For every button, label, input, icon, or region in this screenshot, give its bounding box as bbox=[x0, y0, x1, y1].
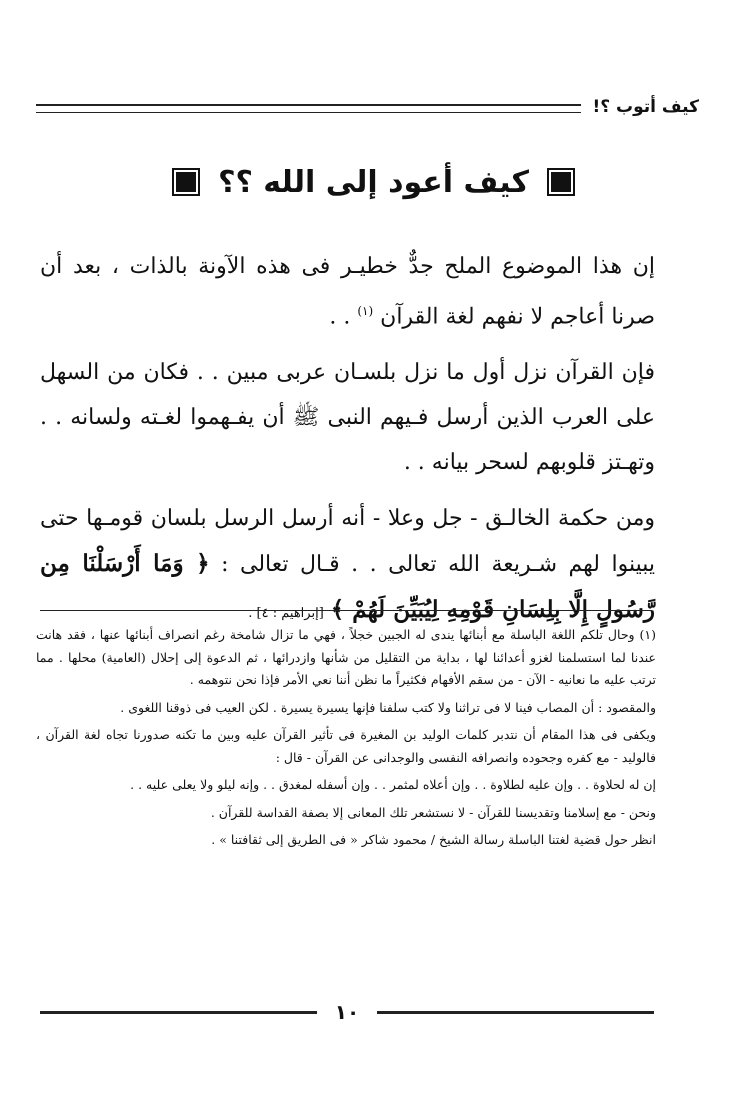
footnote-separator bbox=[40, 610, 652, 611]
running-title: كيف أتوب ؟! bbox=[592, 97, 699, 117]
footnote-2: والمقصود : أن المصاب فينا لا فى تراثنا ولا كتب سلفنا فإنها يسيرة يسيرة . لكن العيب فى ذوقنا اللغوى . bbox=[120, 699, 656, 715]
footnote-reference: (١) bbox=[357, 304, 374, 318]
header-rule bbox=[36, 104, 581, 113]
page-number: ١٠ bbox=[334, 1000, 360, 1024]
verse-citation: [إبراهيم : ٤] . bbox=[248, 606, 324, 622]
title-ornament-box-left bbox=[172, 168, 200, 196]
paragraph-2 bbox=[40, 350, 655, 485]
footnote-5: ونحن - مع إسلامنا وتقديسنا للقرآن - لا نستشعر تلك المعانى إلا بصفة القداسة للقرآن . bbox=[210, 804, 656, 820]
footnote-4: إن له لحلاوة . . وإن عليه لطلاوة . . وإن أعلاه لمثمر . . وإن أسفله لمغدق . . وإنه ليلو ولا يعلى عليه . . bbox=[130, 777, 656, 792]
paragraph-3-text: ومن حكمة الخالـق - جل وعلا - أنه أرسل الرسل بلسان قومـها حتى يبينوا لهم شـريعة الله تعالى . . قـال تعالى : bbox=[40, 506, 656, 578]
footnotes bbox=[36, 624, 656, 857]
footnote-1: (١) وحال تلكم اللغة الباسلة مع أبنائها يندى له الجبين خجلاً ، فهي ما تزال شامخة رغم انصراف أبنائها عنها ، فقد هانت عندنا لما استسلمنا لغزو أعدائنا لها ، بداية من التقليل من شأنها وازدرائها ، ثم الدعوة إلى إحلال (العامية) محلها . مما ترتب عليه ما نعانيه - الآن - من سقم الأفهام فكثيراً ما نظن أننا نعي الأمر فإذا نحن نتوهمه . bbox=[36, 627, 656, 687]
footer-rule-left bbox=[40, 1011, 317, 1014]
chapter-title: كيف أعود إلى الله ؟؟ bbox=[218, 164, 529, 200]
paragraph-1-end: . . bbox=[329, 304, 351, 330]
paragraph-3 bbox=[40, 496, 655, 636]
page-footer bbox=[40, 997, 654, 1027]
paragraph-1 bbox=[40, 244, 655, 339]
footnote-6: انظر حول قضية لغتنا الباسلة رسالة الشيخ / محمود شاكر « فى الطريق إلى ثقافتنا » . bbox=[211, 832, 656, 847]
running-header bbox=[36, 92, 699, 122]
main-text bbox=[40, 244, 655, 647]
honorific-glyph: ﷺ bbox=[292, 405, 320, 431]
footer-rule-right bbox=[377, 1011, 654, 1014]
quran-verse: ﴿ وَمَا أَرْسَلْنَا مِن رَّسُولٍ إِلَّا بِلِسَانِ قَوْمِهِ لِيُبَيِّنَ لَهُمْ ﴾ bbox=[40, 550, 655, 624]
footnote-3: ويكفى فى هذا المقام أن نتدبر كلمات الوليد بن المغيرة فى تأثير القرآن عليه وبين ما تكنه صدورنا تجاه لغة القرآن ، فالوليد - مع كفره وجحوده وانصرافه النفسى والوجدانى عن القرآن - قال : bbox=[36, 727, 656, 765]
paragraph-1-text: إن هذا الموضوع الملح جدٌّ خطيـر فى هذه الآونة بالذات ، بعد أن صرنا أعاجم لا نفهم لغة القرآن bbox=[40, 254, 655, 330]
paragraph-2-text: فإن القرآن نزل أول ما نزل بلسـان عربى مبين . . فكان من السهل على العرب الذين أرسل فـيهم النبى bbox=[40, 360, 655, 431]
chapter-heading bbox=[0, 158, 747, 206]
title-ornament-box-right bbox=[547, 168, 575, 196]
paragraph-2-end: أن يفـهموا لغـته ولسانه . . وتهـتز قلوبهم لسحر بيانه . . bbox=[40, 405, 655, 476]
